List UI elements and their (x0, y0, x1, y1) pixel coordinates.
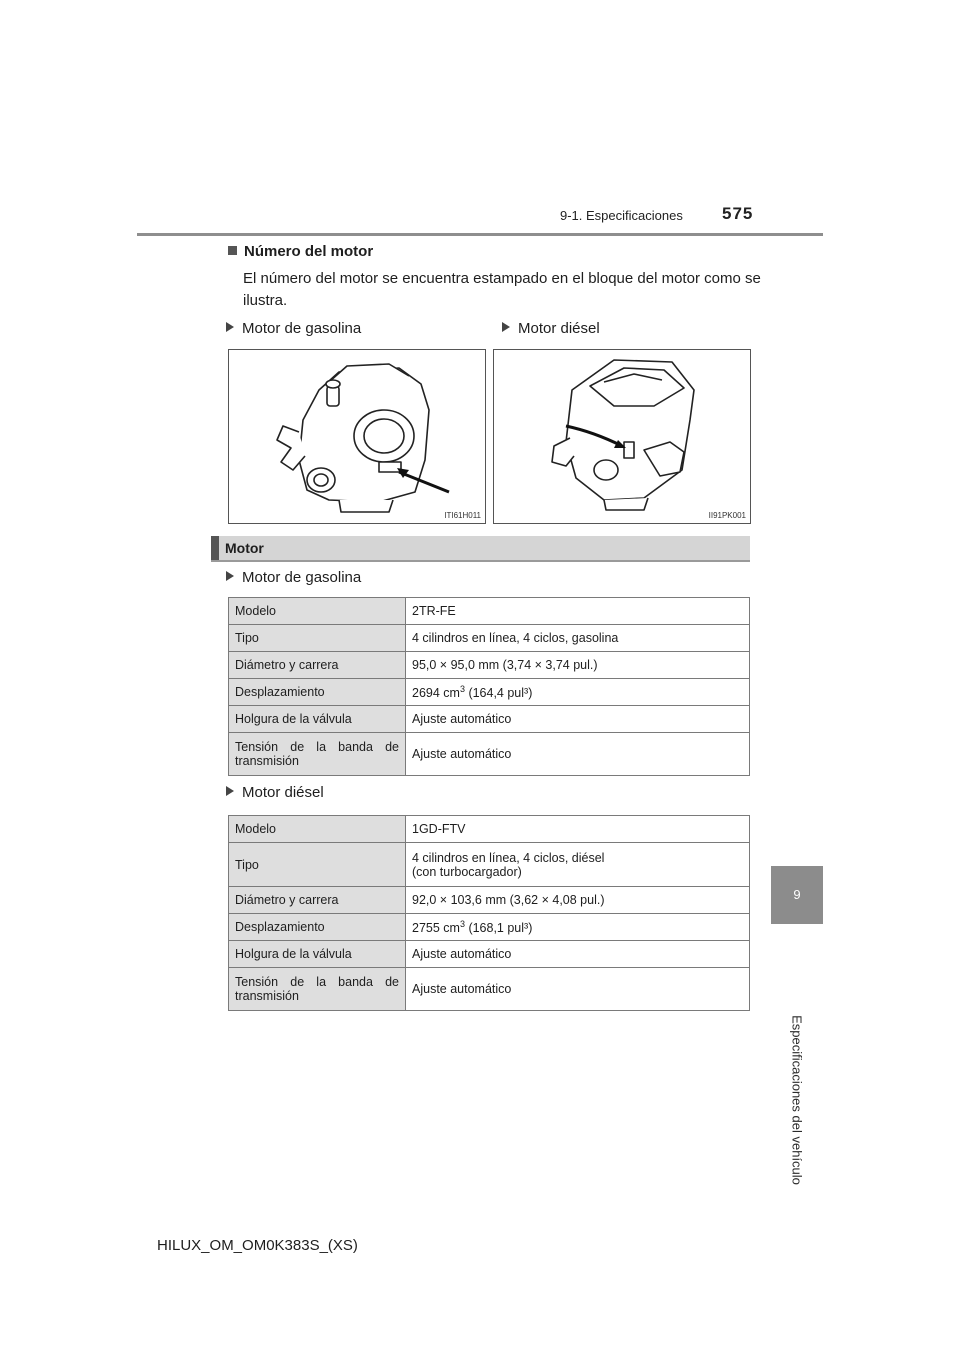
row-value: Ajuste automático (406, 941, 750, 968)
triangle-bullet-icon (226, 786, 234, 796)
row-value: 95,0 × 95,0 mm (3,74 × 3,74 pul.) (406, 652, 750, 679)
row-value: Ajuste automático (406, 968, 750, 1011)
row-label: Modelo (229, 816, 406, 843)
band-accent-bar (211, 536, 219, 560)
row-value: 4 cilindros en línea, 4 ciclos, diésel (con turbocargador) (406, 843, 750, 887)
figure-code: II91PK001 (708, 511, 746, 520)
figure-caption-gasoline: Motor de gasolina (226, 320, 361, 337)
diesel-spec-table (228, 815, 750, 1011)
diesel-engine-illustration (494, 350, 750, 523)
row-value: 2755 $cm^3$ (168,1 pul³) (406, 914, 750, 941)
table-row (229, 941, 750, 968)
document-code: HILUX_OM_OM0K383S_(XS) (157, 1237, 358, 1254)
row-label: Tensión de la banda de transmisión (229, 968, 406, 1011)
row-label: Tipo (229, 843, 406, 887)
row-value: 2694 $cm^3$ (164,4 pul³) (406, 679, 750, 706)
table-caption-gasoline: Motor de gasolina (226, 569, 361, 586)
row-label: Modelo (229, 598, 406, 625)
row-label: Diámetro y carrera (229, 652, 406, 679)
triangle-bullet-icon (226, 571, 234, 581)
table-row (229, 816, 750, 843)
table-row (229, 679, 750, 706)
table-row (229, 598, 750, 625)
triangle-bullet-icon (502, 322, 510, 332)
row-value: 1GD-FTV (406, 816, 750, 843)
figure-diesel-engine (493, 349, 751, 524)
table-row (229, 733, 750, 776)
square-bullet-icon (228, 246, 237, 255)
table-row (229, 914, 750, 941)
row-label: Desplazamiento (229, 914, 406, 941)
row-label: Holgura de la válvula (229, 706, 406, 733)
motor-section-band (211, 536, 750, 562)
section-heading-text: Número del motor (244, 243, 374, 260)
section-heading (228, 243, 373, 260)
figure-caption-diesel: Motor diésel (502, 320, 600, 337)
triangle-bullet-icon (226, 322, 234, 332)
row-value: 92,0 × 103,6 mm (3,62 × 4,08 pul.) (406, 887, 750, 914)
page-number: 575 (722, 204, 754, 223)
running-header-section: 9-1. Especificaciones (560, 208, 683, 223)
table-caption-diesel: Motor diésel (226, 784, 324, 801)
section-paragraph: El número del motor se encuentra estampado en el bloque del motor como se ilustra. (243, 270, 761, 309)
row-label: Holgura de la válvula (229, 941, 406, 968)
table-row (229, 625, 750, 652)
figure-gasoline-engine (228, 349, 486, 524)
gasoline-engine-illustration (229, 350, 485, 523)
table-row (229, 706, 750, 733)
row-value: Ajuste automático (406, 706, 750, 733)
row-label: Diámetro y carrera (229, 887, 406, 914)
row-label: Tensión de la banda de transmisión (229, 733, 406, 776)
table-row (229, 843, 750, 887)
row-label: Tipo (229, 625, 406, 652)
gasoline-spec-table (228, 597, 750, 776)
figure-code: ITI61H011 (444, 511, 481, 520)
motor-section-title: Motor (225, 540, 264, 556)
chapter-tab: 9 (771, 866, 823, 924)
row-value: Ajuste automático (406, 733, 750, 776)
table-row (229, 887, 750, 914)
table-row (229, 968, 750, 1011)
header-rule (137, 233, 823, 236)
row-label: Desplazamiento (229, 679, 406, 706)
chapter-title-vertical: Especificaciones del vehículo (789, 1015, 805, 1185)
row-value: 4 cilindros en línea, 4 ciclos, gasolina (406, 625, 750, 652)
row-value: 2TR-FE (406, 598, 750, 625)
table-row (229, 652, 750, 679)
